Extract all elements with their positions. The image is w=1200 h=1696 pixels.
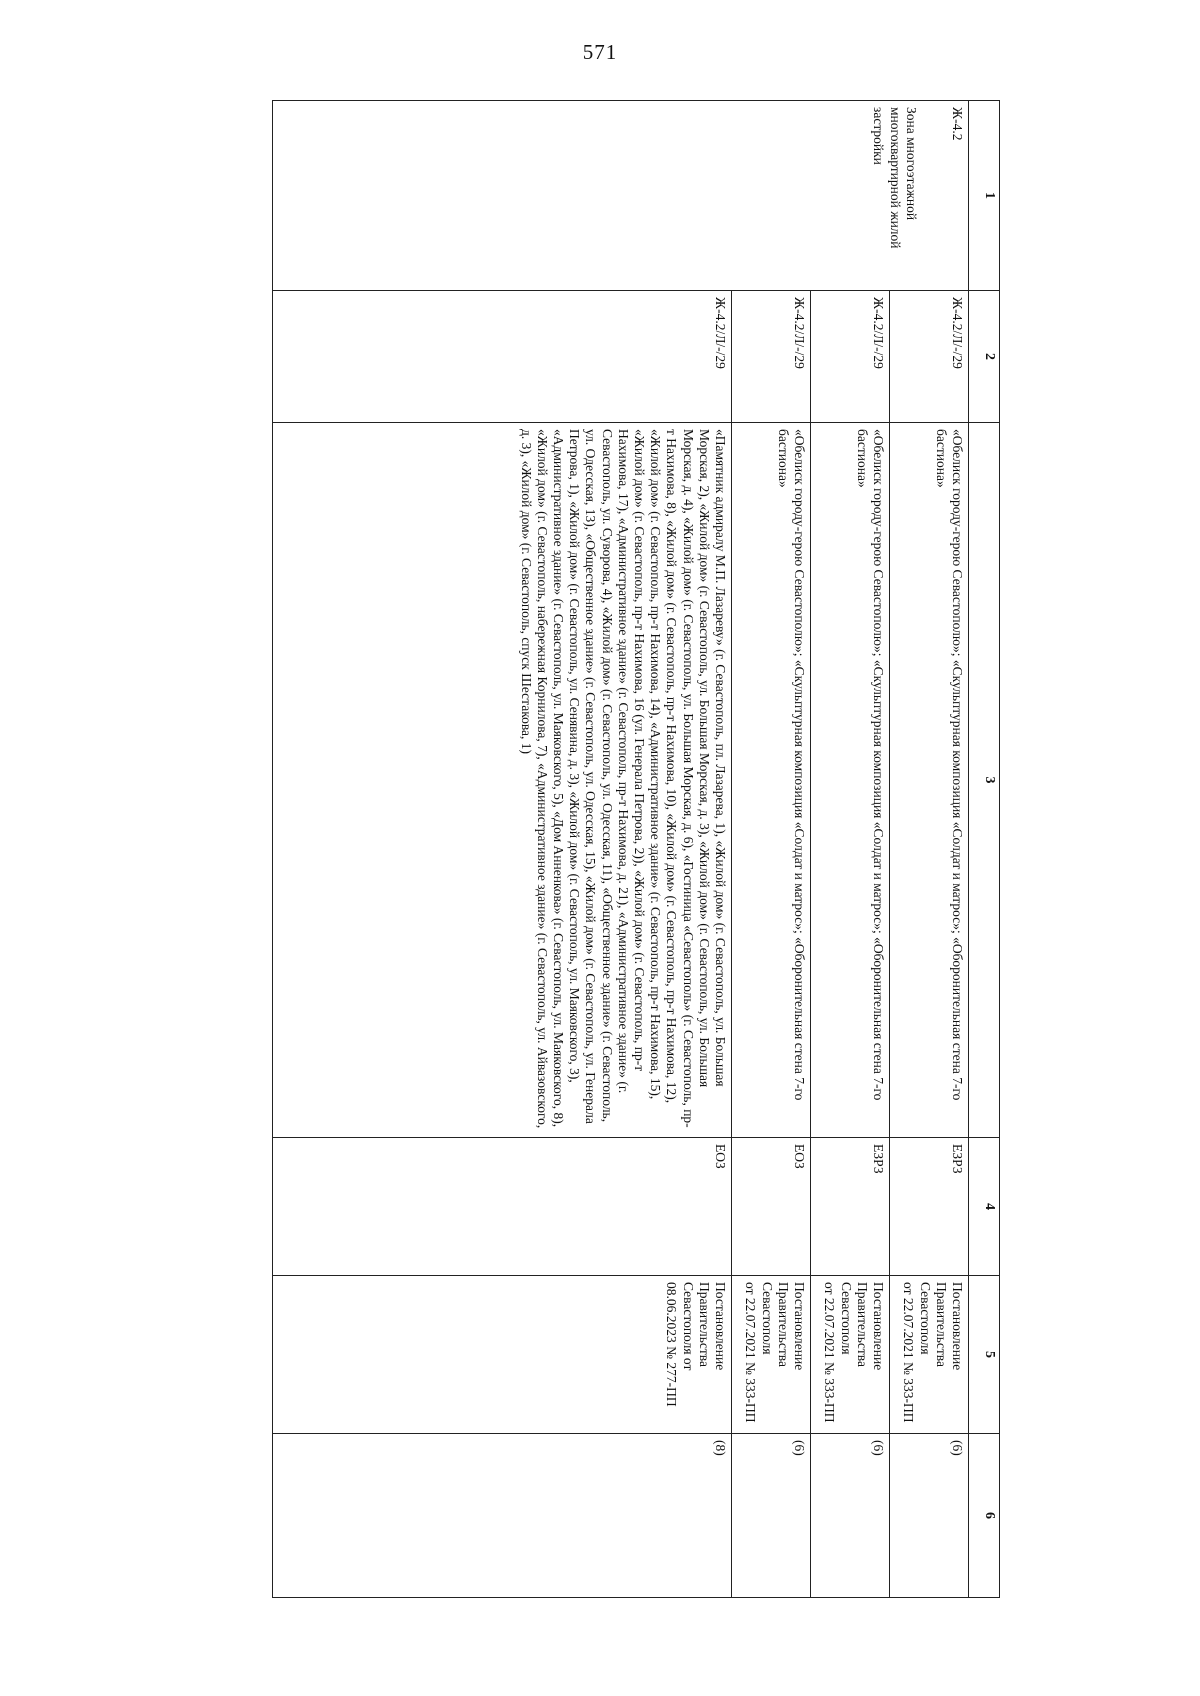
document-cell: Постановление Правительства Севастополя от 22.07.2021 № 333-ПП — [732, 1276, 811, 1434]
note-cell: (6) — [732, 1434, 811, 1598]
subzone-code-cell: Ж-4.2/Л/-/29 — [732, 291, 811, 423]
document-cell: Постановление Правительства Севастополя от 22.07.2021 № 333-ПП — [890, 1276, 969, 1434]
column-header: 4 — [969, 1138, 1000, 1276]
objects-cell: «Обелиск городу-герою Севастополю»; «Скульптурная композиция «Солдат и матрос»; «Оборонительная стена 7-го бастиона» — [890, 423, 969, 1138]
subzone-code-cell: Ж-4.2/Л/-/29 — [811, 291, 890, 423]
objects-cell: «Обелиск городу-герою Севастополю»; «Скульптурная композиция «Солдат и матрос»; «Оборонительная стена 7-го бастиона» — [811, 423, 890, 1138]
table-header-row — [969, 101, 1000, 1598]
objects-cell: «Памятник адмиралу М.П. Лазареву» (г. Севастополь, пл. Лазарева, 1), «Жилой дом» (г. Севастополь, ул. Большая Морская, 2), «Жилой дом» (г. Севастополь, ул. Большая Морская, д. 3), «Жилой дом» (г. Севастополь, ул. Большая Морская, д. 4), «Жилой дом» (г. Севастополь, ул. Большая Морская, д. 6), «Гостиница «Севастополь» (г. Севастополь, пр-т Нахимова, 8), «Жилой дом» (г. Севастополь, пр-т Нахимова, 10), «Жилой дом» (г. Севастополь, пр-т Нахимова, 12), «Жилой дом» (г. Севастополь, пр-т Нахимова, 14), «Административное здание» (г. Севастополь, пр-т Нахимова, 15), «Жилой дом» (г. Севастополь, пр-т Нахимова, 16 (ул. Генерала Петрова, 2)), «Жилой дом» (г. Севастополь, пр-т Нахимова, 17), «Административное здание» (г. Севастополь, пр-т Нахимова, д. 21), «Административное здание» (г. Севастополь, ул. Суворова, 4), «Жилой дом» (г. Севастополь, ул. Одесская, 11), «Общественное здание» (г. Севастополь, ул. Одесская, 13), «Общественное здание» (г. Севастополь, ул. Одесская, 15), «Жилой дом» (г. Севастополь, ул. Генерала Петрова, 1), «Жилой дом» (г. Севастополь, ул. Сенявина, д. 3), «Жилой дом» (г. Севастополь, ул. Маяковского, 3), «Административное здание» (г. Севастополь, ул. Маяковского, 5), «Дом Анненкова» (г. Севастополь, ул. Маяковского, 8), «Жилой дом» (г. Севастополь, набережная Корнилова, 7), «Административное здание» (г. Севастополь, ул. Айвазовского, д. 3), «Жилой дом» (г. Севастополь, спуск Шестакова, 1) — [273, 423, 732, 1138]
zone-name: Зона многоэтажной многоквартирной жилой застройки — [871, 107, 919, 249]
document-cell: Постановление Правительства Севастополя от 08.06.2023 № 277-ПП — [273, 1276, 732, 1434]
zone-code: Ж-4.2 — [950, 107, 965, 141]
rotated-table-sheet — [203, 100, 1000, 1597]
zone-cell — [273, 101, 969, 291]
column-header: 1 — [969, 101, 1000, 291]
table-row — [732, 101, 811, 1598]
table-row — [811, 101, 890, 1598]
zoning-table — [272, 100, 1000, 1598]
page-number: 571 — [582, 40, 618, 64]
column-header: 5 — [969, 1276, 1000, 1434]
column-header: 3 — [969, 423, 1000, 1138]
zone-type-cell: ЕОЗ — [273, 1138, 732, 1276]
subzone-code-cell: Ж-4.2/Л/-/29 — [890, 291, 969, 423]
zone-type-cell: ЕЗРЗ — [890, 1138, 969, 1276]
table-row — [890, 101, 969, 1598]
column-header: 2 — [969, 291, 1000, 423]
zone-type-cell: ЕОЗ — [732, 1138, 811, 1276]
document-cell: Постановление Правительства Севастополя от 22.07.2021 № 333-ПП — [811, 1276, 890, 1434]
subzone-code-cell: Ж-4.2/Л/-/29 — [273, 291, 732, 423]
column-header: 6 — [969, 1434, 1000, 1598]
zone-type-cell: ЕЗРЗ — [811, 1138, 890, 1276]
note-cell: (6) — [811, 1434, 890, 1598]
table-row — [273, 101, 732, 1598]
note-cell: (8) — [273, 1434, 732, 1598]
objects-cell: «Обелиск городу-герою Севастополю»; «Скульптурная композиция «Солдат и матрос»; «Оборонительная стена 7-го бастиона» — [732, 423, 811, 1138]
note-cell: (6) — [890, 1434, 969, 1598]
